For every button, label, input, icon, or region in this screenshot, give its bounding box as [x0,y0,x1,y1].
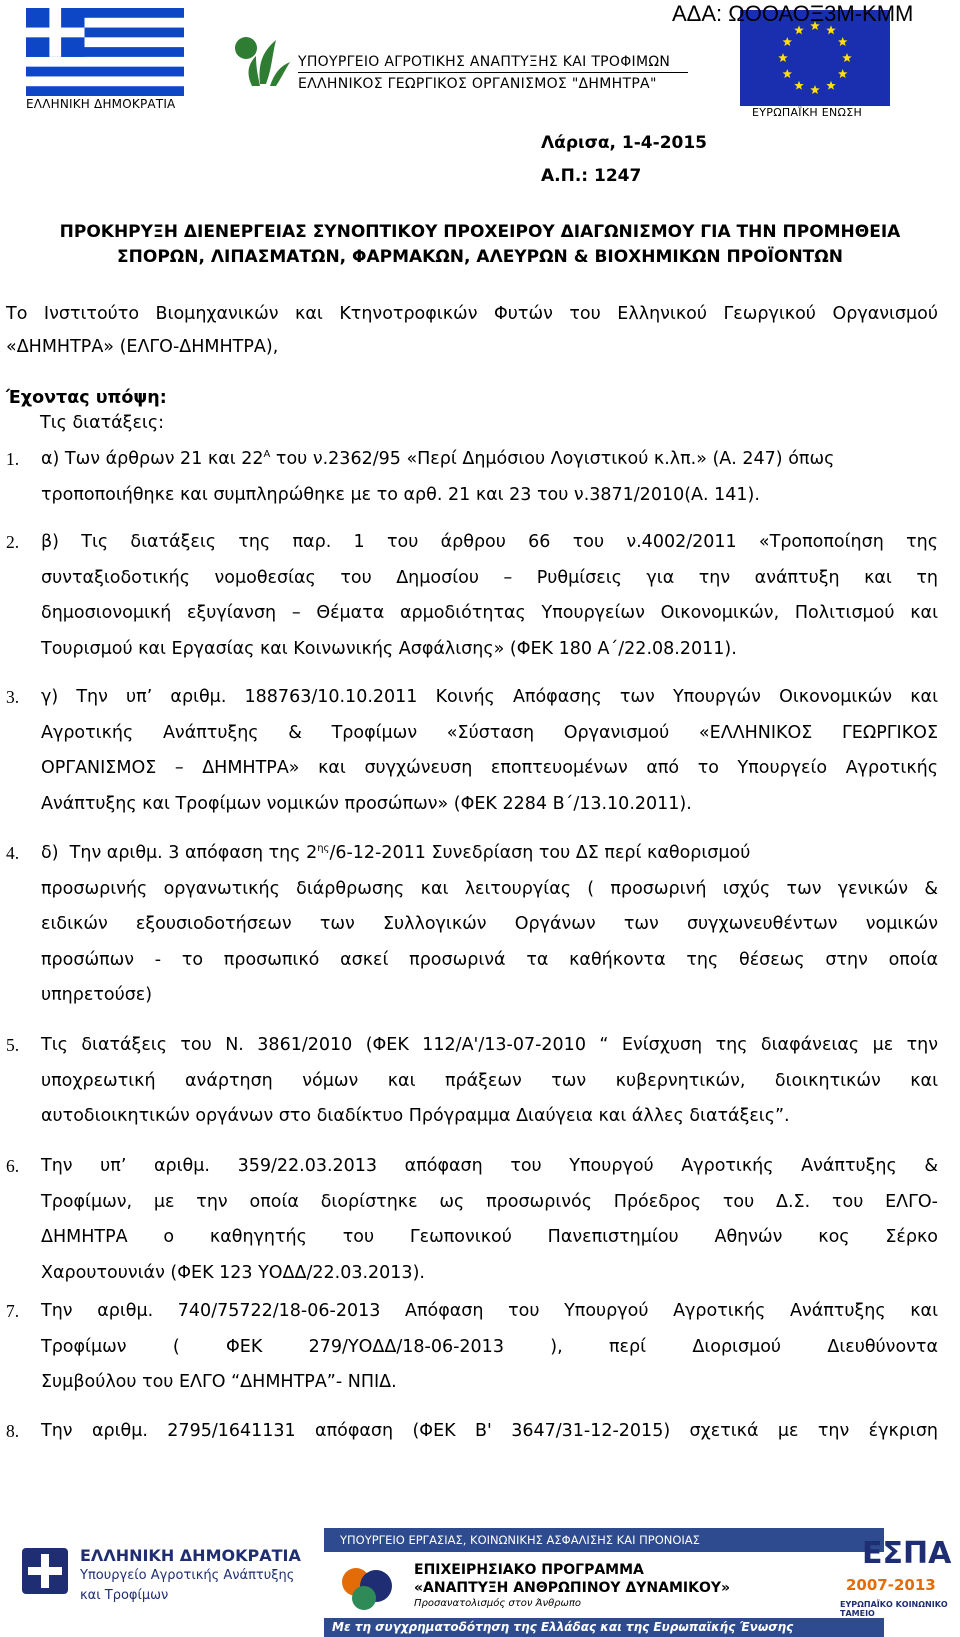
item-line: ειδικών εξουσιοδοτήσεων των Συλλογικών Οργάνων των συγχωνευθέντων νομικών [41,914,938,934]
item-line: υποχρεωτική ανάρτηση νόμων και πράξεων των κυβερνητικών, διοικητικών και [41,1071,938,1091]
item-number: 8. [6,1421,20,1441]
superscript: Α [263,449,271,461]
item-line: συνταξιοδοτικής νομοθεσίας του Δημοσίου – Ρυθμίσεις για την ανάπτυξη και τη [41,568,938,588]
footer-greek-emblem-icon [20,1546,70,1596]
eu-flag-caption: ΕΥΡΩΠΑΪΚΗ ΕΝΩΣΗ [752,106,863,119]
item-line: Την αριθμ. 2795/1641131 απόφαση (ΦΕΚ Β' 3647/31-12-2015) σχετικά με την έγκριση [41,1421,938,1441]
footer-band-text: ΥΠΟΥΡΓΕΙΟ ΕΡΓΑΣΙΑΣ, ΚΟΙΝΩΝΙΚΗΣ ΑΣΦΑΛΙΣΗΣ ΚΑΙ ΠΡΟΝΟΙΑΣ [340,1533,700,1547]
item-line: προσώπων - το προσωπικό ασκεί προσωρινά τα καθήκοντα της θέσεως στην οποία [41,950,938,970]
item-number: 6. [6,1156,20,1176]
item-line: ΟΡΓΑΝΙΣΜΟΣ – ΔΗΜΗΤΡΑ» και συγχώνευση εποπτευομένων από το Υπουργείο Αγροτικής [41,758,938,778]
item-line: ΔΗΜΗΤΡΑ ο καθηγητής του Γεωπονικού Πανεπιστημίου Αθηνών κος Σέρκο [41,1227,938,1247]
intro-line2: «ΔΗΜΗΤΡΑ» (ΕΛΓΟ-ΔΗΜΗΤΡΑ), [6,337,279,357]
document-date: Λάρισα, 1-4-2015 [541,133,708,153]
espa-fund: ΕΥΡΩΠΑΪΚΟ ΚΟΙΝΩΝΙΚΟ ΤΑΜΕΙΟ [840,1600,948,1618]
considering-heading: Έχοντας υπόψη: [6,388,167,408]
superscript: ης [317,843,330,855]
item-line: Την αριθμ. 740/75722/18-06-2013 Απόφαση του Υπουργού Αγροτικής Ανάπτυξης και [41,1301,938,1321]
item-number: 4. [6,843,20,863]
footer-left-title: ΕΛΛΗΝΙΚΗ ΔΗΜΟΚΡΑΤΙΑ [80,1546,301,1565]
footer-program-name: «ΑΝΑΠΤΥΞΗ ΑΝΘΡΩΠΙΝΟΥ ΔΥΝΑΜΙΚΟΥ» [414,1580,731,1596]
item-line: Τις διατάξεις του Ν. 3861/2010 (ΦΕΚ 112/Α'/13-07-2010 “ Ενίσχυση της διαφάνειας με την [41,1035,938,1055]
item-line: αυτοδιοικητικών οργάνων στο διαδίκτυο Πρόγραμμα Διαύγεια και άλλες διατάξεις”. [41,1106,790,1126]
espa-logo-text: ΕΣΠΑ [862,1536,952,1571]
footer-program-slogan: Προσανατολισμός στον Άνθρωπο [414,1598,582,1609]
item-line: β) Τις διατάξεις της παρ. 1 του άρθρου 66 του ν.4002/2011 «Τροποποίηση της [41,532,938,552]
item-line: υπηρετούσε) [41,985,153,1005]
item-number: 1. [6,449,20,469]
item-line: Ανάπτυξης και Τροφίμων νομικών προσώπων» (ΦΕΚ 2284 Β΄/13.10.2011). [41,794,692,814]
greek-flag [26,8,184,96]
greek-flag-caption: ΕΛΛΗΝΙΚΗ ΔΗΜΟΚΡΑΤΙΑ [26,97,176,111]
item-line: προσωρινής οργανωτικής διάρθρωσης και λειτουργίας ( προσωρινή ισχύς των γενικών & [41,879,938,899]
item-line: Τουρισμού και Εργασίας και Κοινωνικής Ασφάλισης» (ΦΕΚ 180 Α΄/22.08.2011). [41,639,737,659]
organization-name: ΕΛΛΗΝΙΚΟΣ ΓΕΩΡΓΙΚΟΣ ΟΡΓΑΝΙΣΜΟΣ "ΔΗΜΗΤΡΑ" [298,76,657,92]
ministry-name: ΥΠΟΥΡΓΕΙΟ ΑΓΡΟΤΙΚΗΣ ΑΝΑΠΤΥΞΗΣ ΚΑΙ ΤΡΟΦΙΜΩΝ [298,54,671,70]
document-title-line1: ΠΡΟΚΗΡΥΞΗ ΔΙΕΝΕΡΓΕΙΑΣ ΣΥΝΟΠΤΙΚΟΥ ΠΡΟΧΕΙΡΟΥ ΔΙΑΓΩΝΙΣΜΟΥ ΓΙΑ ΤΗΝ ΠΡΟΜΗΘΕΙΑ [59,222,901,242]
item-line: Τροφίμων, με την οποία διορίστηκε ως προσωρινός Πρόεδρος του Δ.Σ. του ΕΛΓΟ- [41,1192,938,1212]
footer-left-subtitle2: και Τροφίμων [80,1588,169,1603]
protocol-number: Α.Π.: 1247 [541,166,642,186]
ministry-divider [298,72,688,73]
item-number: 7. [6,1301,20,1321]
ministry-logo [232,34,292,90]
item-line: Τροφίμων ( ΦΕΚ 279/ΥΟΔΔ/18-06-2013 ), περί Διορισμού Διευθύνοντα [41,1337,938,1357]
document-title-line2: ΣΠΟΡΩΝ, ΛΙΠΑΣΜΑΤΩΝ, ΦΑΡΜΑΚΩΝ, ΑΛΕΥΡΩΝ & ΒΙΟΧΗΜΙΚΩΝ ΠΡΟΪΟΝΤΩΝ [117,247,843,267]
footer-cofunding-text: Με τη συγχρηματοδότηση της Ελλάδας και της Ευρωπαϊκής Ένωσης [332,1620,794,1634]
item-line: Χαρουτουνιάν (ΦΕΚ 123 ΥΟΔΔ/22.03.2013). [41,1263,425,1283]
footer-program-logo-icon [334,1560,404,1616]
intro-line1: Το Ινστιτούτο Βιομηχανικών και Κτηνοτροφικών Φυτών του Ελληνικού Γεωργικού Οργανισμού [6,304,938,324]
item-line: δ) Την αριθμ. 3 απόφαση της $2^{\eta\varsigma}/6-12-2011$ Συνεδρίαση του ΔΣ περί καθορισμού [41,843,751,863]
item-line: δημοσιονομική εξυγίανση – Θέματα αρμοδιότητας Υπουργείων Οικονομικών, Πολιτισμού και [41,603,938,623]
item-line: α) Των άρθρων 21 και $22^A$ του ν.2362/95 «Περί Δημόσιου Λογιστικού κ.λπ.» (Α. 247) όπως [41,449,835,469]
footer-left-subtitle: Υπουργείο Αγροτικής Ανάπτυξης [80,1568,295,1583]
item-number: 5. [6,1035,20,1055]
provisions-subheading: Τις διατάξεις: [40,413,164,433]
item-line: Συμβούλου του ΕΛΓΟ “ΔΗΜΗΤΡΑ”- ΝΠΙΔ. [41,1372,397,1392]
espa-years: 2007-2013 [846,1576,936,1594]
footer-program-title: ΕΠΙΧΕΙΡΗΣΙΑΚΟ ΠΡΟΓΡΑΜΜΑ [414,1562,644,1578]
item-number: 3. [6,687,20,707]
item-line: τροποποιήθηκε και συμπληρώθηκε με το αρθ. 21 και 23 του ν.3871/2010(Α. 141). [41,485,760,505]
item-line: Αγροτικής Ανάπτυξης & Τροφίμων «Σύσταση Οργανισμού «ΕΛΛΗΝΙΚΟΣ ΓΕΩΡΓΙΚΟΣ [41,723,938,743]
item-line: Την υπ’ αριθμ. 359/22.03.2013 απόφαση του Υπουργού Αγροτικής Ανάπτυξης & [41,1156,938,1176]
item-number: 2. [6,532,20,552]
ada-code: ΑΔΑ: ΩΟΟΑΟΞ3Μ-ΚΜΜ [672,1,914,26]
item-line: γ) Την υπ’ αριθμ. 188763/10.10.2011 Κοινής Απόφασης των Υπουργών Οικονομικών και [41,687,938,707]
